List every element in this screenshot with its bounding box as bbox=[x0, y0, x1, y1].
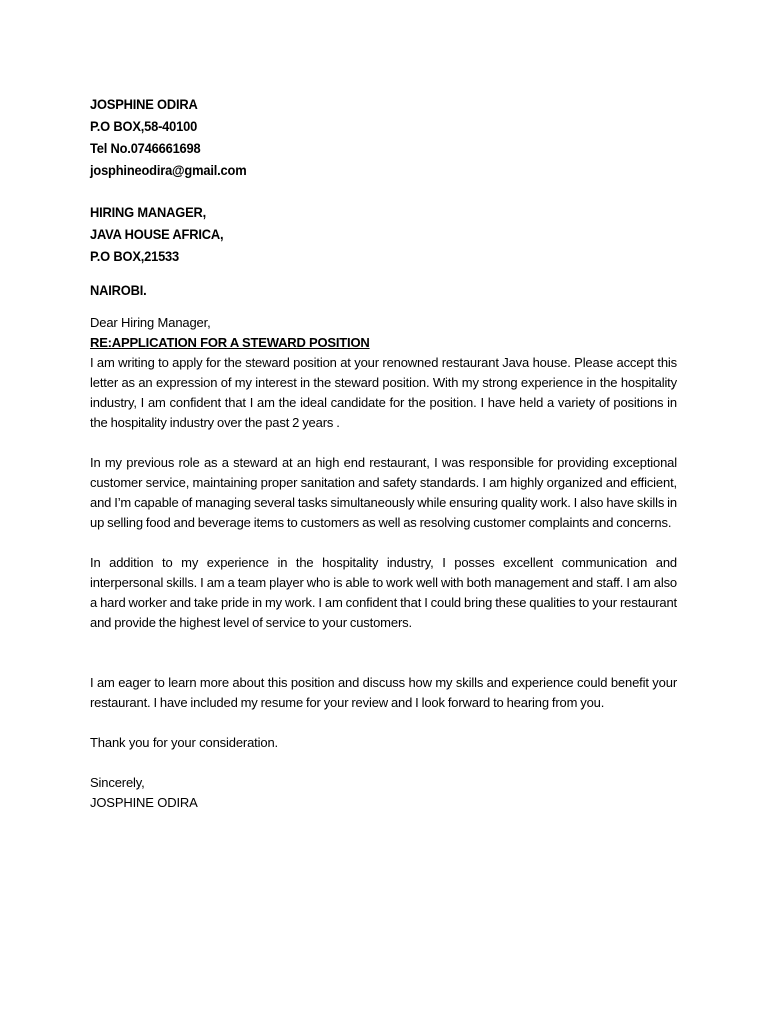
sender-tel: Tel No.0746661698 bbox=[90, 140, 201, 156]
salutation: Dear Hiring Manager, bbox=[90, 315, 211, 330]
paragraph-4: I am eager to learn more about this position and discuss how my skills and experience could benefit your restaurant. I have included my resume for your review and I look forward to hearing from you. bbox=[90, 675, 677, 710]
paragraph-3: In addition to my experience in the hospitality industry, I posses excellent communication and interpersonal skills. I am a team player who is able to work well with both management and staff. I am also a hard worker and take pride in my work. I am confident that I could bring these qualities to your restaurant and provide the highest level of service to your customers. bbox=[90, 555, 677, 630]
recipient-address: P.O BOX,21533 bbox=[90, 248, 180, 264]
paragraph-1: I am writing to apply for the steward position at your renowned restaurant Java house. Please accept this letter as an expression of my interest in the steward position. With my strong experience in the hospitality industry, I am confident that I am the ideal candidate for the position. I have held a variety of positions in the hospitality industry over the past 2 years . bbox=[90, 355, 677, 430]
sender-email: josphineodira@gmail.com bbox=[90, 162, 247, 178]
thanks-line: Thank you for your consideration. bbox=[90, 735, 278, 750]
sender-address: P.O BOX,58-40100 bbox=[90, 118, 198, 134]
recipient-company: JAVA HOUSE AFRICA, bbox=[90, 226, 224, 242]
recipient-block bbox=[90, 201, 677, 301]
sender-block bbox=[90, 93, 677, 181]
recipient-city: NAIROBI. bbox=[90, 282, 147, 298]
recipient-title: HIRING MANAGER, bbox=[90, 204, 207, 220]
subject-line: RE:APPLICATION FOR A STEWARD POSITION bbox=[90, 335, 370, 350]
letter-body bbox=[90, 93, 677, 813]
closing: Sincerely, bbox=[90, 775, 145, 790]
signature: JOSPHINE ODIRA bbox=[90, 795, 198, 810]
paragraph-2: In my previous role as a steward at an high end restaurant, I was responsible for providing exceptional customer service, maintaining proper sanitation and safety standards. I am highly organized and efficient, and I’m capable of managing several tasks simultaneously while ensuring quality work. I also have skills in up selling food and beverage items to customers as well as resolving customer complaints and concerns. bbox=[90, 455, 677, 530]
sender-name: JOSPHINE ODIRA bbox=[90, 96, 198, 112]
